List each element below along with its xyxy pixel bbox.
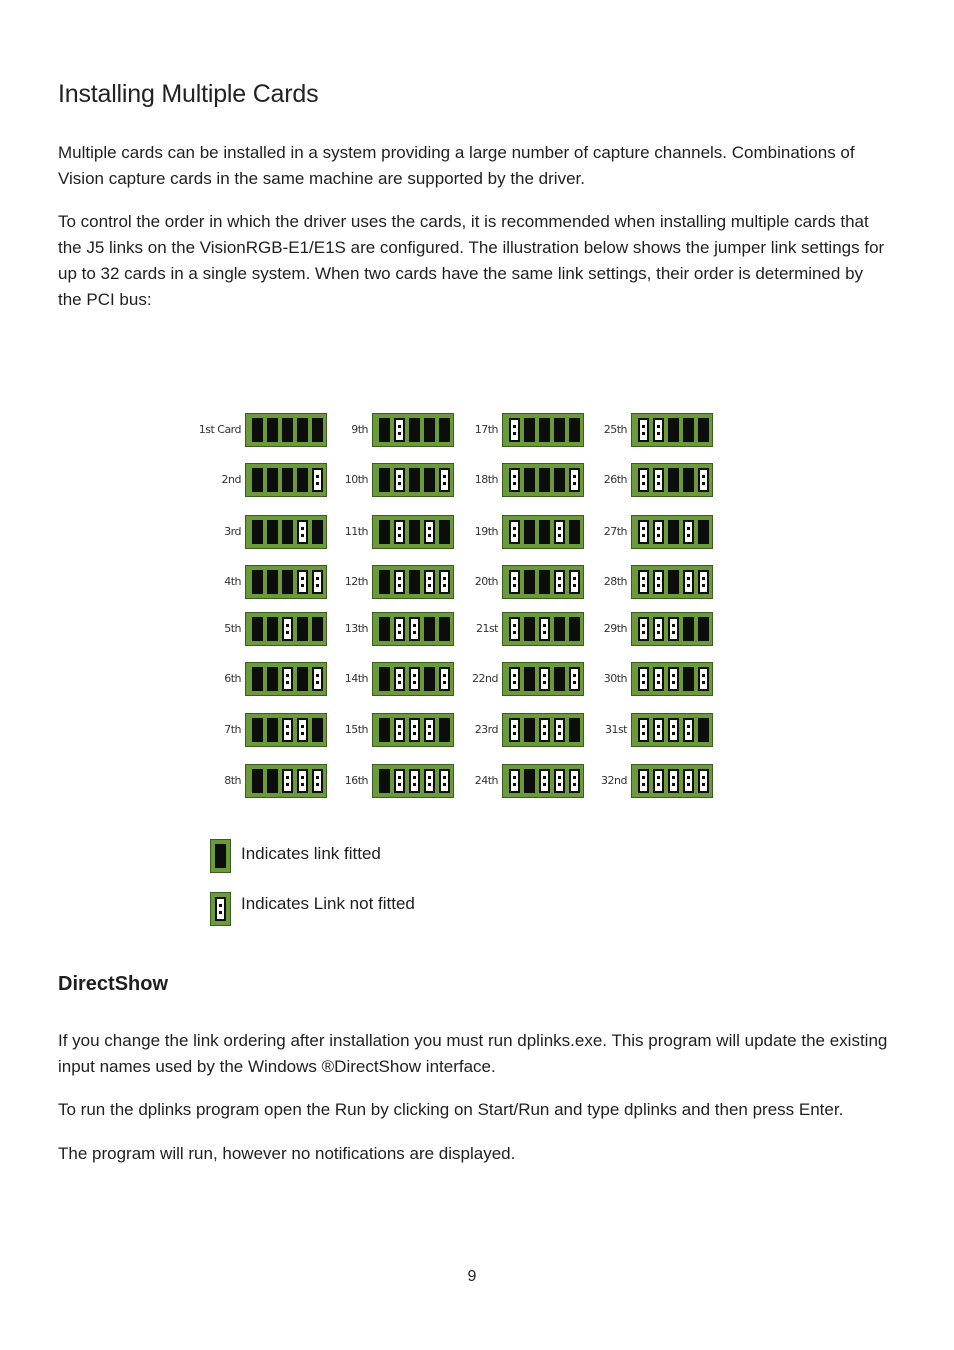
- link-not-fitted: [554, 520, 565, 544]
- link-not-fitted: [282, 617, 293, 641]
- link-fitted: [668, 570, 679, 594]
- link-not-fitted: [698, 667, 709, 691]
- jumper-block: [245, 764, 327, 798]
- link-fitted: [698, 718, 709, 742]
- link-fitted: [252, 667, 263, 691]
- jumper-block: [372, 764, 454, 798]
- link-fitted: [267, 418, 278, 442]
- link-fitted: [554, 667, 565, 691]
- card-label: 27th: [603, 525, 627, 538]
- link-not-fitted: [653, 520, 664, 544]
- jumper-block: [245, 662, 327, 696]
- card-label: 13th: [344, 622, 368, 635]
- card-label: 7th: [224, 723, 241, 736]
- link-not-fitted: [638, 617, 649, 641]
- jumper-block: [245, 565, 327, 599]
- card-label: 16th: [344, 774, 368, 787]
- link-not-fitted: [509, 468, 520, 492]
- link-fitted: [379, 718, 390, 742]
- jumper-block: [372, 565, 454, 599]
- directshow-paragraph-1: If you change the link ordering after installation you must run dplinks.exe. This program will update the existing input names used by the Windows ®DirectShow interface.: [58, 1031, 888, 1076]
- link-not-fitted: [297, 769, 308, 793]
- link-fitted: [409, 570, 420, 594]
- link-not-fitted: [683, 718, 694, 742]
- link-not-fitted: [638, 418, 649, 442]
- legend-fitted-label: Indicates link fitted: [241, 844, 381, 863]
- jumper-block: [502, 764, 584, 798]
- link-not-fitted: [424, 520, 435, 544]
- jumper-block: [502, 463, 584, 497]
- link-fitted: [282, 520, 293, 544]
- link-fitted: [683, 418, 694, 442]
- link-fitted: [267, 520, 278, 544]
- link-not-fitted: [394, 468, 405, 492]
- link-not-fitted: [668, 617, 679, 641]
- card-label: 29th: [603, 622, 627, 635]
- link-fitted: [424, 667, 435, 691]
- jumper-block: [245, 463, 327, 497]
- link-not-fitted: [638, 570, 649, 594]
- link-fitted: [424, 468, 435, 492]
- link-not-fitted: [638, 520, 649, 544]
- link-fitted: [524, 667, 535, 691]
- link-not-fitted: [653, 617, 664, 641]
- card-label: 20th: [474, 575, 498, 588]
- jumper-block: [372, 515, 454, 549]
- jumper-block: [245, 612, 327, 646]
- card-label: 22nd: [472, 672, 498, 685]
- card-label: 8th: [224, 774, 241, 787]
- link-not-fitted: [409, 617, 420, 641]
- directshow-heading: DirectShow: [58, 973, 169, 995]
- link-not-fitted: [539, 617, 550, 641]
- link-fitted: [379, 520, 390, 544]
- link-fitted: [297, 468, 308, 492]
- link-not-fitted: [554, 570, 565, 594]
- link-fitted: [539, 520, 550, 544]
- link-not-fitted: [554, 769, 565, 793]
- jumper-block: [631, 515, 713, 549]
- jumper-block: [631, 565, 713, 599]
- link-not-fitted: [539, 718, 550, 742]
- link-not-fitted: [282, 667, 293, 691]
- link-not-fitted: [653, 718, 664, 742]
- link-not-fitted: [683, 520, 694, 544]
- card-label: 30th: [603, 672, 627, 685]
- link-fitted: [267, 769, 278, 793]
- card-label: 1st Card: [198, 423, 241, 436]
- link-fitted: [554, 418, 565, 442]
- link-not-fitted: [509, 667, 520, 691]
- card-label: 19th: [474, 525, 498, 538]
- link-fitted: [297, 617, 308, 641]
- link-fitted: [554, 468, 565, 492]
- card-label: 3rd: [224, 525, 241, 538]
- link-not-fitted: [638, 718, 649, 742]
- link-fitted: [424, 418, 435, 442]
- link-fitted: [379, 769, 390, 793]
- link-not-fitted: [668, 667, 679, 691]
- jumper-block: [502, 662, 584, 696]
- link-not-fitted: [282, 769, 293, 793]
- link-not-fitted: [539, 667, 550, 691]
- intro-paragraph: Multiple cards can be installed in a system providing a large number of capture channels. Combinations of Vision capture cards in the same machine are supported by the driver.: [58, 143, 855, 188]
- link-fitted: [282, 468, 293, 492]
- jumper-block: [502, 413, 584, 447]
- link-not-fitted: [394, 418, 405, 442]
- link-not-fitted: [297, 718, 308, 742]
- link-fitted: [524, 617, 535, 641]
- link-not-fitted: [698, 468, 709, 492]
- link-fitted: [683, 667, 694, 691]
- link-fitted: [252, 617, 263, 641]
- jumper-block: [245, 713, 327, 747]
- card-label: 2nd: [221, 473, 241, 486]
- link-fitted: [668, 520, 679, 544]
- link-fitted: [539, 418, 550, 442]
- link-fitted: [668, 468, 679, 492]
- link-fitted: [524, 520, 535, 544]
- link-not-fitted: [653, 418, 664, 442]
- card-label: 4th: [224, 575, 241, 588]
- link-not-fitted: [509, 617, 520, 641]
- link-fitted: [539, 468, 550, 492]
- link-not-fitted: [409, 667, 420, 691]
- jumper-block: [372, 612, 454, 646]
- link-fitted: [379, 468, 390, 492]
- jumper-block: [502, 612, 584, 646]
- link-not-fitted: [409, 718, 420, 742]
- link-not-fitted: [424, 570, 435, 594]
- link-fitted: [698, 617, 709, 641]
- card-label: 23rd: [474, 723, 498, 736]
- jumper-block: [372, 662, 454, 696]
- directshow-paragraph-2: To run the dplinks program open the Run by clicking on Start/Run and type dplinks and then press Enter.: [58, 1100, 844, 1119]
- card-label: 32nd: [601, 774, 627, 787]
- jumper-block: [372, 413, 454, 447]
- link-fitted: [698, 520, 709, 544]
- link-fitted: [379, 570, 390, 594]
- page-title: Installing Multiple Cards: [58, 80, 319, 108]
- link-fitted: [524, 769, 535, 793]
- link-not-fitted: [394, 570, 405, 594]
- link-not-fitted: [394, 520, 405, 544]
- jumper-block: [502, 515, 584, 549]
- link-fitted: [524, 570, 535, 594]
- link-fitted: [267, 617, 278, 641]
- jumper-paragraph: To control the order in which the driver uses the cards, it is recommended when installing multiple cards that the J5 links on the VisionRGB-E1/E1S are configured. The illustration below shows the jumper link settings for up to 32 cards in a single system. When two cards have the same link settings, their order is determined by the PCI bus:: [58, 212, 885, 309]
- jumper-block: [372, 463, 454, 497]
- link-fitted: [698, 418, 709, 442]
- link-not-fitted: [394, 667, 405, 691]
- link-fitted: [409, 520, 420, 544]
- jumper-block: [502, 565, 584, 599]
- jumper-block: [631, 612, 713, 646]
- card-label: 15th: [344, 723, 368, 736]
- link-fitted: [554, 617, 565, 641]
- link-not-fitted: [668, 769, 679, 793]
- jumper-block: [245, 413, 327, 447]
- link-not-fitted: [683, 769, 694, 793]
- link-fitted: [409, 468, 420, 492]
- jumper-block: [631, 662, 713, 696]
- card-label: 10th: [344, 473, 368, 486]
- card-label: 28th: [603, 575, 627, 588]
- link-not-fitted: [509, 769, 520, 793]
- card-label: 18th: [474, 473, 498, 486]
- link-fitted: [379, 667, 390, 691]
- link-fitted: [297, 667, 308, 691]
- link-not-fitted: [297, 520, 308, 544]
- link-not-fitted: [653, 468, 664, 492]
- link-not-fitted: [638, 667, 649, 691]
- link-fitted: [539, 570, 550, 594]
- link-fitted: [252, 418, 263, 442]
- link-fitted: [267, 570, 278, 594]
- card-label: 14th: [344, 672, 368, 685]
- link-not-fitted: [653, 667, 664, 691]
- link-not-fitted: [638, 769, 649, 793]
- card-label: 31st: [604, 723, 627, 736]
- card-label: 9th: [351, 423, 368, 436]
- link-not-fitted: [394, 718, 405, 742]
- link-not-fitted: [653, 570, 664, 594]
- link-not-fitted: [539, 769, 550, 793]
- card-label: 24th: [474, 774, 498, 787]
- card-label: 11th: [344, 525, 368, 538]
- link-fitted: [683, 617, 694, 641]
- card-label: 6th: [224, 672, 241, 685]
- link-fitted: [282, 418, 293, 442]
- link-not-fitted: [509, 570, 520, 594]
- link-fitted: [379, 617, 390, 641]
- link-not-fitted: [282, 718, 293, 742]
- link-not-fitted: [509, 718, 520, 742]
- link-fitted: [668, 418, 679, 442]
- jumper-block: [631, 413, 713, 447]
- legend-not-fitted-label: Indicates Link not fitted: [241, 894, 415, 913]
- jumper-block: [245, 515, 327, 549]
- link-fitted: [524, 718, 535, 742]
- link-fitted: [252, 520, 263, 544]
- card-label: 26th: [603, 473, 627, 486]
- link-fitted: [252, 468, 263, 492]
- card-label: 21st: [475, 622, 498, 635]
- link-not-fitted: [638, 468, 649, 492]
- link-fitted: [524, 468, 535, 492]
- link-not-fitted: [698, 570, 709, 594]
- link-fitted: [252, 718, 263, 742]
- legend-fitted-icon: [210, 839, 231, 873]
- link-fitted: [297, 418, 308, 442]
- link-not-fitted: [668, 718, 679, 742]
- link-not-fitted: [424, 769, 435, 793]
- link-not-fitted: [698, 769, 709, 793]
- card-label: 12th: [344, 575, 368, 588]
- link-not-fitted: [509, 520, 520, 544]
- link-fitted: [683, 468, 694, 492]
- link-not-fitted: [554, 718, 565, 742]
- card-label: 17th: [474, 423, 498, 436]
- link-fitted: [267, 667, 278, 691]
- jumper-block: [631, 713, 713, 747]
- jumper-block: [631, 764, 713, 798]
- legend-not-fitted-icon: [210, 892, 231, 926]
- jumper-block: [631, 463, 713, 497]
- card-label: 25th: [603, 423, 627, 436]
- link-fitted: [409, 418, 420, 442]
- link-fitted: [379, 418, 390, 442]
- jumper-block: [502, 713, 584, 747]
- card-label: 5th: [224, 622, 241, 635]
- link-not-fitted: [409, 769, 420, 793]
- link-not-fitted: [424, 718, 435, 742]
- page-number: 9: [467, 1268, 477, 1285]
- link-fitted: [252, 769, 263, 793]
- link-fitted: [524, 418, 535, 442]
- link-not-fitted: [297, 570, 308, 594]
- directshow-paragraph-3: The program will run, however no notifications are displayed.: [58, 1144, 516, 1163]
- link-not-fitted: [394, 769, 405, 793]
- link-not-fitted: [683, 570, 694, 594]
- link-not-fitted: [653, 769, 664, 793]
- jumper-block: [372, 713, 454, 747]
- link-fitted: [282, 570, 293, 594]
- link-fitted: [252, 570, 263, 594]
- link-not-fitted: [509, 418, 520, 442]
- link-fitted: [424, 617, 435, 641]
- link-not-fitted: [394, 617, 405, 641]
- link-fitted: [267, 468, 278, 492]
- link-fitted: [267, 718, 278, 742]
